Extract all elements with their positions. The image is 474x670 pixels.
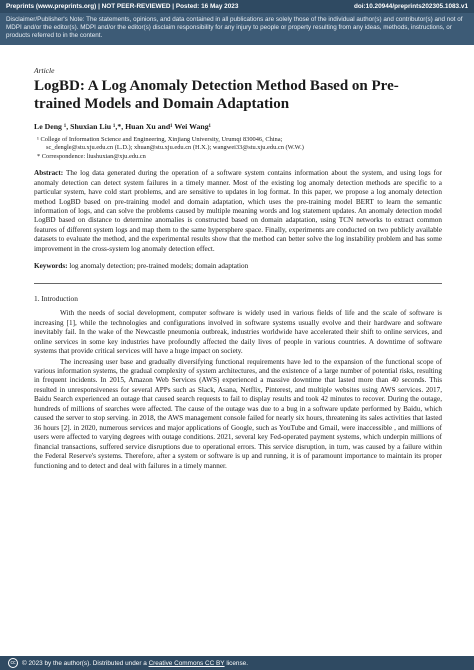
cc-icon: cc bbox=[8, 658, 18, 668]
doi-link[interactable]: doi:10.20944/preprints202305.1083.v1 bbox=[353, 3, 468, 10]
keywords bbox=[34, 262, 442, 270]
article-type: Article bbox=[34, 66, 55, 75]
footer-end: license. bbox=[226, 659, 249, 667]
abstract-text: The log data generated during the operation of a software system contains information about the system, and using logs for anomaly detection can detect system failures in a timely manner. Most of the existing log anomaly detection methods are specific to a particular system, have cold start problems, and are sensitive to updates in log format. In this paper, we propose a log anomaly detection method LogBD based on pre-training model and domain adaptation, which uses the pre-training model BERT to learn the semantic information of logs, and can solve the problems caused by multiple meaning words and log statement updates. An anomaly detection model LogBD based on distance to determine anomalies is constructed based on domain adaptation, using TCN networks to extract common features of different system logs and map them to the same hypersphere space. Finally, experiments are conducted on two publicly available datasets to evaluate the method, and the experimental results show that the method can better solve the log instability problem and has some improvement in the cross-system log anomaly detection effect. bbox=[34, 169, 442, 253]
keywords-text: log anomaly detection; pre-trained models; domain adaptation bbox=[69, 262, 249, 271]
intro-paragraph-2: The increasing user base and gradually diversifying functional requirements have led to the expansion of the functional scope of various information systems, the gradual complexity of system architectures, and the existence of a large number of potential risks, resulting in frequent incidents. In 2015, Amazon Web Services (AWS) experienced a massive downtime that lasted more than 40 seconds. This resulted in unresponsiveness for several APPs such as Slack, Asana, Netflix, Pinterest, and multiple websites using AWS services. 2017, Baidu Search experienced an outage that caused search requests to fail to display results and took 42 minutes to recover. During the outage, hundreds of millions of searches were affected. The cause of the outage was due to a bug in a software update performed by Baidu, which caused the server to stop serving. in 2018, the AWS management console failed for nearly six hours, threatening its sales activities that lasted 36 hours [2]. in 2020, numerous services and major applications of Google, such as YouTube and Gmail, were inaccessible , and millions of users were affected to varying degrees with outage conditions. 2021, several key Fed-operated payment systems, which underpin millions of financial transactions, suffered service disruptions due to operational errors. This service disruption, in turn, was caused by a failure within the Federal Reserve's systems. Therefore, after a system or software is up and running, it is of paramount importance to maintain its proper functioning and to detect and deal with failures in a timely manner. bbox=[34, 357, 442, 470]
license-link[interactable]: Creative Commons CC BY bbox=[148, 659, 225, 667]
header-left-text: Preprints (www.preprints.org) | NOT PEER-REVIEWED | Posted: 16 May 2023 bbox=[6, 3, 239, 10]
keywords-label: Keywords: bbox=[34, 262, 68, 271]
abstract-label: Abstract: bbox=[34, 169, 64, 178]
preprint-header-bar bbox=[0, 0, 474, 13]
license-footer bbox=[0, 656, 474, 670]
disclaimer-banner: Disclaimer/Publisher's Note: The statements, opinions, and data contained in all publications are solely those of the individual author(s) and contributor(s) and not of MDPI and/or the editor(s). MDPI and/or the editor(s) disclaim responsibility for any injury to people or property resulting from any ideas, methods, instructions, or products referred to in the content. bbox=[0, 13, 474, 45]
footer-text: © 2023 by the author(s). Distributed under a bbox=[22, 659, 147, 667]
abstract bbox=[34, 169, 442, 254]
author-list: Le Deng ¹, Shuxian Liu ¹,*, Huan Xu and¹ Wei Wang¹ bbox=[34, 122, 211, 131]
intro-paragraph-1: With the needs of social development, computer software is widely used in various fields of life and the scale of software is increasing [1], while the technologies and configurations involved in software systems usually evolve and their hardware and software inevitably fail. In the wake of the Newcastle pneumonia outbreak, industries worldwide have accelerated their shift to online services, and online services in some key industries have profoundly affected the daily lives of people in various countries. A downtime of software systems that provide critical services will have a huge impact on society. bbox=[34, 309, 442, 356]
affiliation-line-1: ¹ College of Information Science and Engineering, Xinjiang University, Urumqi 830046, China; bbox=[37, 136, 283, 143]
section-title: 1. Introduction bbox=[34, 294, 78, 304]
affiliation-line-2: sc_dengle@stu.xju.edu.cn (L.D.); xhuan@stu.xju.edu.cn (H.X.); wangwei33@stu.xju.edu.cn (W.W.) bbox=[46, 144, 304, 152]
section-divider bbox=[34, 283, 442, 284]
correspondence: * Correspondence: liushuxian@xju.edu.cn bbox=[37, 152, 146, 160]
article-content bbox=[34, 66, 442, 472]
article-title: LogBD: A Log Anomaly Detection Method Based on Pre-trained Models and Domain Adaptation bbox=[34, 78, 399, 112]
